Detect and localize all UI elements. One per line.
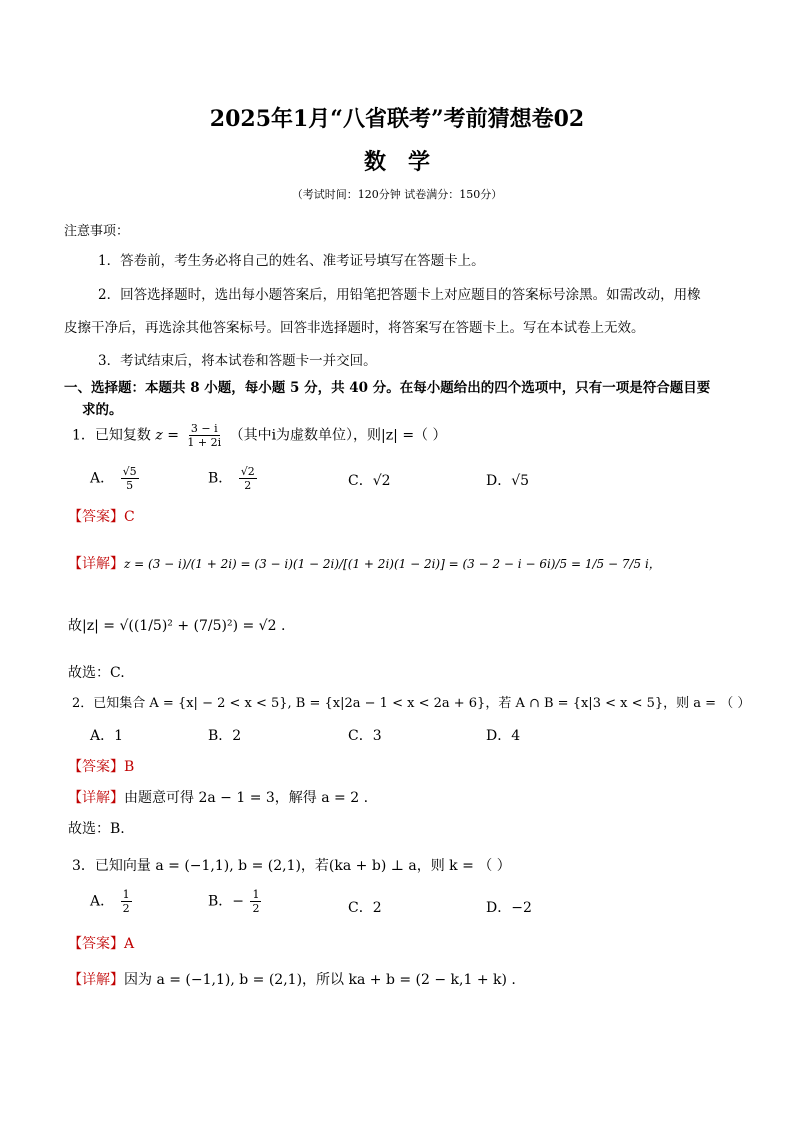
answer-value: B	[124, 759, 135, 775]
question-3: 3．已知向量 a = (−1,1), b = (2,1)，若(ka + b) ⊥ a，则 k = （ ）	[72, 858, 511, 874]
q1-option-b-den: 2	[244, 479, 252, 492]
detail-tag: 【详解】	[68, 556, 124, 572]
detail-text: 因为 a = (−1,1), b = (2,1)，所以 ka + b = (2 − k,1 + k) .	[124, 972, 516, 988]
q1-suffix: （其中i为虚数单位），则|z| =（ ）	[229, 427, 447, 444]
question-2: 2．已知集合 A = {x| − 2 < x < 5}, B = {x|2a − 1 < x < 2a + 6}，若 A ∩ B = {x|3 < x < 5}，则 a = （ ）	[72, 696, 751, 711]
document-title: 2025年1月“八省联考”考前猜想卷02	[209, 106, 585, 132]
q1-option-a-num: √5	[122, 465, 137, 478]
section-heading-line-2: 求的。	[82, 402, 123, 418]
q3-option-a-label: A．	[90, 893, 115, 910]
answer-tag: 【答案】	[68, 509, 124, 525]
q1-detail	[68, 553, 661, 573]
section-heading-line-1: 一、选择题：本题共 8 小题，每小题 5 分，共 40 分。在每小题给出的四个选项中，只有一项是符合题目要	[64, 380, 711, 396]
q1-option-b-num: √2	[240, 465, 255, 478]
notice-item-2-line-2: 皮擦干净后，再选涂其他答案标号。回答非选择题时，将答案写在答题卡上。写在本试卷上无效。	[64, 320, 645, 336]
q3-option-b-label: B．−	[208, 893, 245, 910]
q3-option-a-den: 2	[122, 902, 130, 915]
q2-option-d: D．4	[486, 728, 521, 744]
q3-option-b-fraction	[250, 888, 261, 915]
notice-item-2-line-1: 2．回答选择题时，选出每小题答案后，用铅笔把答题卡上对应题目的答案标号涂黑。如需改动，用橡	[98, 287, 701, 303]
q1-frac-den: 1 + 2i	[187, 436, 222, 449]
answer-value: C	[124, 509, 135, 525]
q2-selection: 故选：B.	[68, 821, 125, 837]
q1-selection: 故选：C.	[68, 665, 125, 681]
q3-detail	[68, 969, 516, 989]
answer-value: A	[124, 936, 135, 952]
exam-info: （考试时间：120分钟 试卷满分：150分）	[291, 188, 503, 201]
answer-tag: 【答案】	[68, 759, 124, 775]
q1-fraction	[185, 422, 223, 449]
q1-detail-2: 故|z| = √((1/5)² + (7/5)²) = √2 .	[68, 618, 286, 634]
q2-option-a: A．1	[90, 728, 124, 744]
q3-option-b-den: 2	[252, 902, 260, 915]
q3-option-b	[208, 888, 263, 915]
q1-option-a-fraction	[121, 465, 139, 492]
notice-item-1: 1．答卷前，考生务必将自己的姓名、准考证号填写在答题卡上。	[98, 253, 485, 269]
q2-detail	[68, 787, 368, 807]
q1-option-a	[90, 465, 141, 492]
q3-answer	[68, 933, 134, 953]
detail-tag: 【详解】	[68, 972, 124, 988]
q3-option-a-fraction	[121, 888, 132, 915]
subject-heading: 数学	[363, 149, 452, 175]
q3-option-a	[90, 888, 134, 915]
q3-option-a-num: 1	[122, 888, 130, 901]
question-1	[72, 422, 447, 449]
detail-text: z = (3 − i)/(1 + 2i) = (3 − i)(1 − 2i)/[(1 + 2i)(1 − 2i)] = (3 − 2 − i − 6i)/5 = 1/5 − 7/5 i，	[124, 557, 661, 571]
q3-option-b-num: 1	[252, 888, 260, 901]
detail-tag: 【详解】	[68, 790, 124, 806]
q2-option-c: C．3	[348, 728, 382, 744]
q1-frac-num: 3 − i	[190, 422, 218, 435]
q3-option-d: D．−2	[486, 900, 532, 916]
notice-heading: 注意事项：	[64, 224, 130, 239]
q1-z-eq: z =	[155, 427, 179, 444]
q1-option-d: D．√5	[486, 473, 530, 489]
q1-option-b-fraction	[239, 465, 257, 492]
detail-text: 由题意可得 2a − 1 = 3，解得 a = 2 .	[124, 790, 369, 806]
q1-answer	[68, 506, 135, 526]
q1-option-c: C．√2	[348, 473, 391, 489]
q2-option-b: B．2	[208, 728, 242, 744]
q1-option-b	[208, 465, 259, 492]
q1-option-b-label: B．	[208, 470, 233, 487]
q2-answer	[68, 756, 134, 776]
answer-tag: 【答案】	[68, 936, 124, 952]
q1-option-a-label: A．	[90, 470, 115, 487]
notice-item-3: 3．考试结束后，将本试卷和答题卡一并交回。	[98, 353, 377, 369]
q1-option-a-den: 5	[126, 479, 134, 492]
q1-prefix: 1．已知复数	[72, 427, 151, 444]
q3-option-c: C．2	[348, 900, 382, 916]
